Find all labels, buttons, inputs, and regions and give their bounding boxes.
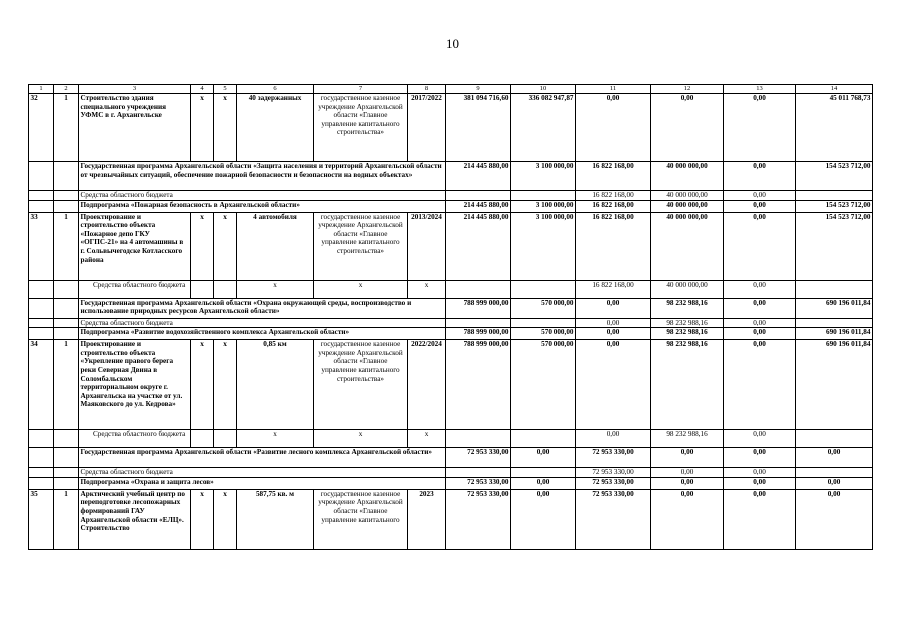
object-name: Проектирование и строительство объекта «Укрепление правого берега реки Северная Двина в Соломбальском территориальном округе г. Архангельска на участке от ул. Маяковского до ул. Кедрова» — [79, 340, 191, 430]
subprogram-title: Подпрограмма «Развитие водохозяйственного комплекса Архангельской области» — [79, 328, 446, 340]
subprogram-row — [29, 200, 873, 212]
cell — [29, 191, 54, 201]
cell: 690 196 011,84 — [796, 298, 873, 318]
cell: 0,00 — [724, 191, 796, 201]
col-header: 10 — [511, 85, 576, 94]
cell: 40 000 000,00 — [651, 200, 724, 212]
cell: 154 523 712,00 — [796, 162, 873, 191]
page-number: 10 — [446, 36, 459, 51]
budget-row — [29, 468, 873, 478]
cell: 0,00 — [724, 328, 796, 340]
cell: 0,00 — [651, 94, 724, 162]
cell: 0,00 — [724, 430, 796, 448]
cell: 0,00 — [724, 318, 796, 328]
cell: 0,00 — [576, 328, 651, 340]
cell: 0,00 — [796, 448, 873, 468]
budget-label: Средства областного бюджета — [79, 280, 191, 298]
cell: 72 953 330,00 — [576, 468, 651, 478]
cell: 788 999 000,00 — [446, 340, 511, 430]
col-header: 6 — [237, 85, 314, 94]
cell: х — [214, 212, 237, 280]
cell: 336 082 947,87 — [511, 94, 576, 162]
cell: 0,00 — [576, 318, 651, 328]
cell: 690 196 011,84 — [796, 340, 873, 430]
cell: х — [191, 489, 214, 549]
cell: 40 000 000,00 — [651, 191, 724, 201]
cell: 0,00 — [724, 298, 796, 318]
object-name: Проектирование и строительство объекта «Пожарное депо ГКУ «ОГПС-21» на 4 автомашины в г. Сольвычегодске Котласского района — [79, 212, 191, 280]
cell: 0,00 — [511, 448, 576, 468]
col-header: 8 — [408, 85, 446, 94]
col-header: 13 — [724, 85, 796, 94]
cell — [54, 191, 79, 201]
cell: 788 999 000,00 — [446, 328, 511, 340]
capacity: 4 автомобиля — [237, 212, 314, 280]
cell — [511, 280, 576, 298]
row-number: 33 — [29, 212, 54, 280]
customer: государственное казенное учреждение Архангельской области «Главное управление капитального строительства» — [314, 212, 408, 280]
cell — [796, 191, 873, 201]
cell: 1 — [54, 489, 79, 549]
cell — [29, 448, 54, 468]
cell: 3 100 000,00 — [511, 162, 576, 191]
subprogram-title: Подпрограмма «Пожарная безопасность в Архангельской области» — [79, 200, 446, 212]
cell — [54, 477, 79, 489]
cell: 1 — [54, 212, 79, 280]
cell: 72 953 330,00 — [446, 448, 511, 468]
cell: 0,00 — [576, 430, 651, 448]
col-header: 3 — [79, 85, 191, 94]
col-header: 14 — [796, 85, 873, 94]
cell: х — [191, 94, 214, 162]
cell: 570 000,00 — [511, 340, 576, 430]
cell: 45 011 768,73 — [796, 94, 873, 162]
cell: 0,00 — [724, 340, 796, 430]
col-header: 11 — [576, 85, 651, 94]
cell: х — [408, 430, 446, 448]
budget-label: Средства областного бюджета — [79, 191, 446, 201]
cell — [446, 280, 511, 298]
program-title: Государственная программа Архангельской области «Охрана окружающей среды, воспроизводство и использование природных ресурсов Архангельской области» — [79, 298, 446, 318]
cell — [511, 430, 576, 448]
cell: 72 953 330,00 — [446, 477, 511, 489]
cell: 72 953 330,00 — [446, 489, 511, 549]
col-header: 2 — [54, 85, 79, 94]
table-row — [29, 212, 873, 280]
cell: 16 822 168,00 — [576, 212, 651, 280]
cell: 570 000,00 — [511, 298, 576, 318]
customer: государственное казенное учреждение Архангельской области «Главное управление капитального строительства» — [314, 340, 408, 430]
cell: 16 822 168,00 — [576, 162, 651, 191]
budget-row — [29, 280, 873, 298]
cell: 0,00 — [724, 468, 796, 478]
row-number: 35 — [29, 489, 54, 549]
cell: 16 822 168,00 — [576, 200, 651, 212]
cell: 0,00 — [796, 489, 873, 549]
budget-row — [29, 318, 873, 328]
cell: х — [314, 430, 408, 448]
cell: 98 232 988,16 — [651, 328, 724, 340]
col-header: 12 — [651, 85, 724, 94]
customer: государственное казенное учреждение Архангельской области «Главное управление капитального — [314, 489, 408, 549]
cell: 0,00 — [724, 489, 796, 549]
cell: 98 232 988,16 — [651, 318, 724, 328]
cell — [29, 298, 54, 318]
cell — [29, 430, 54, 448]
budget-label: Средства областного бюджета — [79, 430, 191, 448]
cell: 0,00 — [796, 477, 873, 489]
cell: 214 445 880,00 — [446, 162, 511, 191]
period: 2022/2024 — [408, 340, 446, 430]
cell: 381 094 716,60 — [446, 94, 511, 162]
cell: 0,00 — [576, 340, 651, 430]
cell — [796, 430, 873, 448]
program-row — [29, 448, 873, 468]
cell — [511, 468, 576, 478]
cell: 1 — [54, 94, 79, 162]
cell — [29, 162, 54, 191]
program-row — [29, 298, 873, 318]
cell — [54, 162, 79, 191]
period: 2017/2022 — [408, 94, 446, 162]
column-number-row — [29, 85, 873, 94]
cell — [214, 430, 237, 448]
cell — [446, 468, 511, 478]
cell: 40 000 000,00 — [651, 162, 724, 191]
capacity: 587,75 кв. м — [237, 489, 314, 549]
cell: 0,00 — [651, 489, 724, 549]
cell — [446, 318, 511, 328]
budget-label: Средства областного бюджета — [79, 318, 446, 328]
row-number: 34 — [29, 340, 54, 430]
cell: 0,00 — [724, 212, 796, 280]
program-title: Государственная программа Архангельской области «Защита населения и территорий Архангельской области от чрезвычайных ситуаций, обеспечение пожарной безопасности и безопасности на водных объектах» — [79, 162, 446, 191]
col-header: 5 — [214, 85, 237, 94]
object-name: Арктический учебный центр по переподготовке лесопожарных формирований ГАУ Архангельской области «ЕЛЦ». Строительство — [79, 489, 191, 549]
cell — [796, 468, 873, 478]
cell: 154 523 712,00 — [796, 200, 873, 212]
row-number: 32 — [29, 94, 54, 162]
investment-table — [28, 84, 873, 550]
cell — [511, 191, 576, 201]
cell — [29, 200, 54, 212]
cell: х — [214, 340, 237, 430]
cell: 0,00 — [724, 200, 796, 212]
cell — [54, 448, 79, 468]
budget-row — [29, 430, 873, 448]
cell: 0,00 — [651, 477, 724, 489]
cell: 0,00 — [511, 489, 576, 549]
cell — [54, 468, 79, 478]
cell: 72 953 330,00 — [576, 448, 651, 468]
cell: х — [237, 430, 314, 448]
col-header: 9 — [446, 85, 511, 94]
cell: 98 232 988,16 — [651, 340, 724, 430]
budget-label: Средства областного бюджета — [79, 468, 446, 478]
col-header: 4 — [191, 85, 214, 94]
table-row — [29, 94, 873, 162]
cell: 0,00 — [724, 162, 796, 191]
program-row — [29, 162, 873, 191]
object-name: Строительство здания специального учреждения УФМС в г. Архангельске — [79, 94, 191, 162]
subprogram-row — [29, 477, 873, 489]
cell — [191, 280, 214, 298]
cell: 98 232 988,16 — [651, 430, 724, 448]
cell: 40 000 000,00 — [651, 280, 724, 298]
cell: 3 100 000,00 — [511, 212, 576, 280]
cell — [54, 200, 79, 212]
cell — [54, 280, 79, 298]
cell: х — [191, 212, 214, 280]
cell — [54, 298, 79, 318]
cell: 16 822 168,00 — [576, 191, 651, 201]
cell: 214 445 880,00 — [446, 212, 511, 280]
table-row — [29, 489, 873, 549]
cell: 1 — [54, 340, 79, 430]
cell: 154 523 712,00 — [796, 212, 873, 280]
capacity: 0,85 км — [237, 340, 314, 430]
budget-row — [29, 191, 873, 201]
period: 2013/2024 — [408, 212, 446, 280]
cell: х — [237, 280, 314, 298]
cell: 0,00 — [724, 94, 796, 162]
subprogram-row — [29, 328, 873, 340]
period: 2023 — [408, 489, 446, 549]
cell: 0,00 — [724, 448, 796, 468]
cell: х — [408, 280, 446, 298]
cell: 214 445 880,00 — [446, 200, 511, 212]
cell: 570 000,00 — [511, 328, 576, 340]
col-header: 7 — [314, 85, 408, 94]
cell: 16 822 168,00 — [576, 280, 651, 298]
cell: 98 232 988,16 — [651, 298, 724, 318]
cell: х — [214, 489, 237, 549]
cell — [446, 430, 511, 448]
cell: 40 000 000,00 — [651, 212, 724, 280]
customer: государственное казенное учреждение Архангельской области «Главное управление капитального строительства» — [314, 94, 408, 162]
cell: 0,00 — [576, 298, 651, 318]
cell: х — [314, 280, 408, 298]
cell — [511, 318, 576, 328]
cell — [796, 318, 873, 328]
cell — [29, 318, 54, 328]
cell — [54, 318, 79, 328]
subprogram-title: Подпрограмма «Охрана и защита лесов» — [79, 477, 446, 489]
cell: 0,00 — [724, 280, 796, 298]
cell: 0,00 — [576, 94, 651, 162]
cell: 0,00 — [651, 468, 724, 478]
table-row — [29, 340, 873, 430]
cell — [214, 280, 237, 298]
program-title: Государственная программа Архангельской области «Развитие лесного комплекса Архангельской области» — [79, 448, 446, 468]
cell: х — [191, 340, 214, 430]
cell: 72 953 330,00 — [576, 489, 651, 549]
cell: 72 953 330,00 — [576, 477, 651, 489]
cell — [29, 328, 54, 340]
cell: 3 100 000,00 — [511, 200, 576, 212]
cell — [191, 430, 214, 448]
cell: 690 196 011,84 — [796, 328, 873, 340]
cell — [29, 477, 54, 489]
cell: 0,00 — [724, 477, 796, 489]
col-header: 1 — [29, 85, 54, 94]
cell: 0,00 — [651, 448, 724, 468]
cell — [54, 430, 79, 448]
capacity: 40 задержанных — [237, 94, 314, 162]
cell — [29, 280, 54, 298]
cell: 0,00 — [511, 477, 576, 489]
cell — [29, 468, 54, 478]
cell — [54, 328, 79, 340]
cell — [446, 191, 511, 201]
cell: 788 999 000,00 — [446, 298, 511, 318]
cell: х — [214, 94, 237, 162]
cell — [796, 280, 873, 298]
